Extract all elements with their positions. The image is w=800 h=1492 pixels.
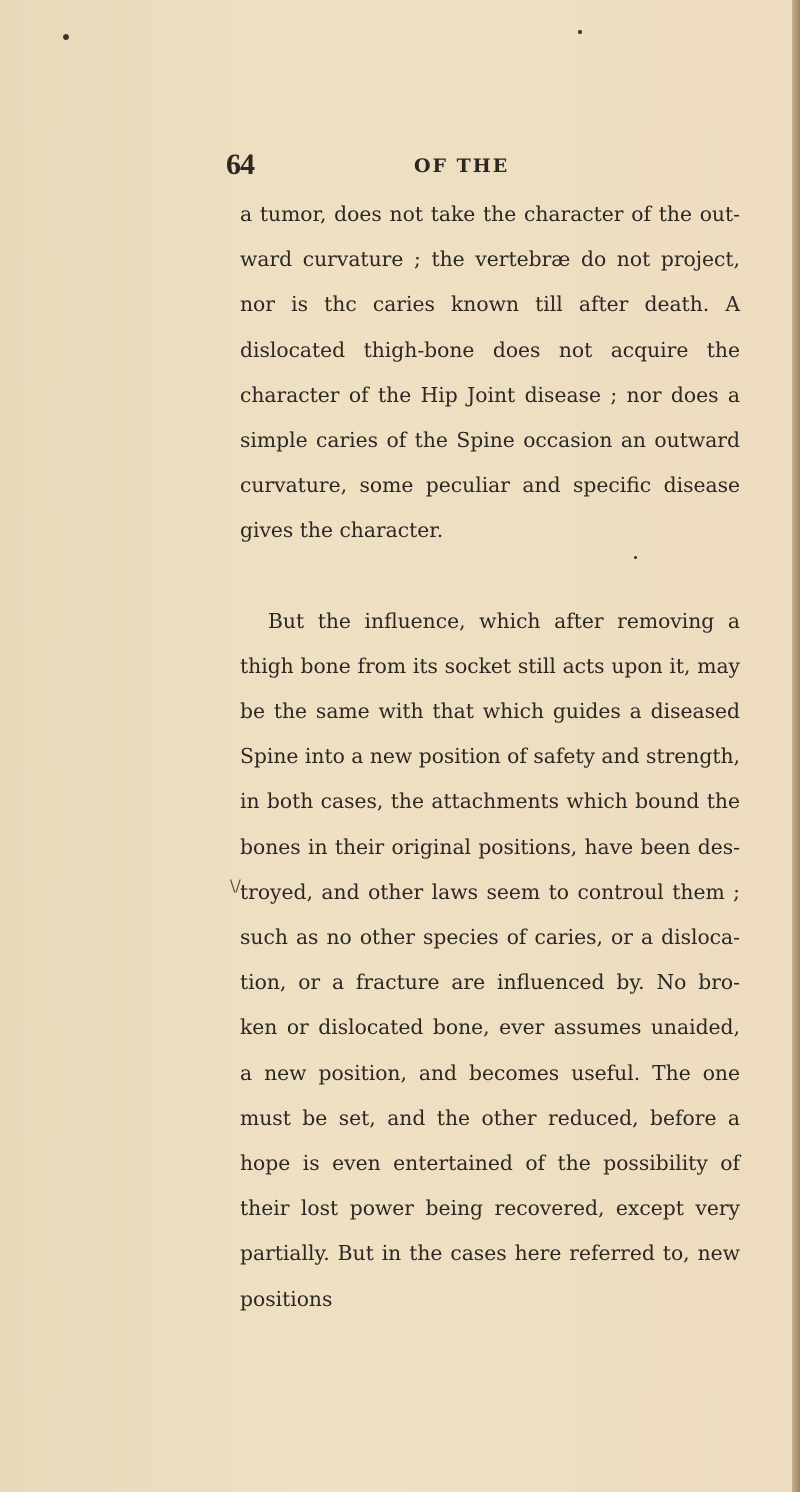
ink-speck: [63, 34, 69, 40]
page-edge-shadow: [792, 0, 800, 1492]
paragraph-1: a tumor, does not take the character of the out- ward curvature ; the vertebræ do not project, nor is thc caries known till after death. A dislocated thigh-bone does not acquire the character of the Hip Joint disease ; nor does a simple caries of the Spine occasion an outward curvature, some peculiar and specific disease gives the character.: [240, 202, 740, 543]
ink-speck: [578, 30, 582, 34]
body-text: [240, 192, 740, 1322]
page-header: [226, 148, 730, 188]
page-number: 64: [226, 148, 254, 181]
running-head: OF THE: [414, 155, 510, 177]
paragraph-2: But the influence, which after removing a thigh bone from its socket still acts upon it, may be the same with that which guides a diseased Spine into a new position of safety and strength, in both cases, the attachments which bound the bones in their original positions, have been des- troyed, and other laws seem to controul them ; such as no other species of caries, or a disloca- tion, or a fracture are influenced by. No bro- ken or dislocated bone, ever assumes unaided, a new position, and becomes useful. The one must be set, and the other reduced, before a hope is even entertained of the possibility of their lost power being recovered, except very partially. But in the cases here referred to, new positions: [240, 608, 740, 1311]
margin-mark: \/: [230, 876, 241, 895]
